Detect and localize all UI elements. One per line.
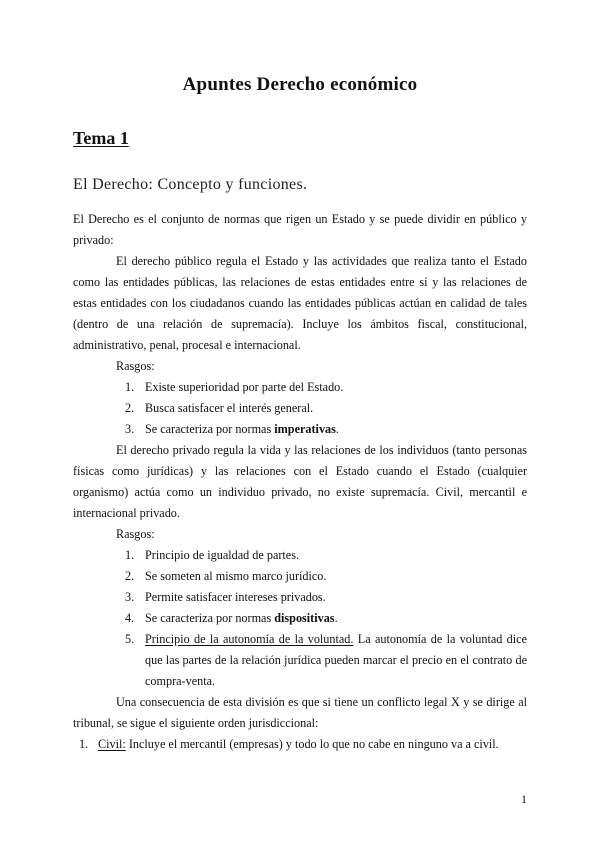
publico-rasgos-label: Rasgos: (116, 359, 155, 373)
list-text: Se caracteriza por normas (145, 422, 275, 436)
list-text: Existe superioridad por parte del Estado. (145, 380, 344, 394)
document-title: Apuntes Derecho económico (182, 74, 418, 95)
list-number: 3. (125, 590, 135, 604)
orden-jurisdiccional-list (73, 734, 527, 755)
underlined-term-autonomia: Principio de la autonomía de la voluntad. (145, 632, 354, 646)
list-item (73, 608, 527, 629)
tema-heading: Tema 1 (73, 128, 129, 148)
list-item (73, 545, 527, 566)
privado-rasgos-label: Rasgos: (116, 527, 155, 541)
list-item (73, 629, 527, 692)
list-item (73, 734, 527, 755)
list-item (73, 398, 527, 419)
list-number: 5. (125, 632, 135, 646)
list-text: Permite satisfacer intereses privados. (145, 590, 326, 604)
list-text: Busca satisfacer el interés general. (145, 401, 314, 415)
list-number: 1. (125, 380, 135, 394)
page-number: 1 (521, 792, 527, 806)
list-text: La autonomía de la voluntad dice que las partes de la relación jurídica pueden marcar el precio en el contrato de compra-venta. (145, 632, 527, 688)
privado-rasgos-list (73, 545, 527, 692)
underlined-term-civil: Civil: (98, 737, 126, 751)
section-heading: El Derecho: Concepto y funciones. (73, 176, 308, 193)
document-body (73, 209, 527, 755)
list-number: 4. (125, 611, 135, 625)
privado-paragraph: El derecho privado regula la vida y las relaciones de los individuos (tanto personas físicas como jurídicas) y las relaciones con el Estado cuando el Estado (cualquier organismo) actúa como un individuo privado, no existe supremacía. Civil, mercantil e internacional privado. (73, 443, 527, 520)
bold-term-dispositivas: dispositivas (274, 611, 335, 625)
list-number: 2. (125, 569, 135, 583)
list-text: Se caracteriza por normas (145, 611, 275, 625)
list-text: Incluye el mercantil (empresas) y todo lo que no cabe en ninguno va a civil. (125, 737, 499, 751)
publico-rasgos-list (73, 377, 527, 440)
list-text: Se someten al mismo marco jurídico. (145, 569, 327, 583)
list-text: Principio de igualdad de partes. (145, 548, 299, 562)
list-item (73, 566, 527, 587)
list-item (73, 377, 527, 398)
consecuencia-paragraph: Una consecuencia de esta división es que si tiene un conflicto legal X y se dirige al tribunal, se sigue el siguiente orden jurisdiccional: (73, 695, 527, 730)
list-number: 3. (125, 422, 135, 436)
list-text-end: . (334, 611, 338, 625)
publico-paragraph: El derecho público regula el Estado y las actividades que realiza tanto el Estado como las entidades públicas, las relaciones de estas entidades entre sí y las relaciones de estas entidades con los ciudadanos cuando las entidades públicas actúan en calidad de tales (dentro de una relación de supremacía). Incluye los ámbitos fiscal, constitucional, administrativo, penal, procesal e internacional. (73, 254, 527, 352)
bold-term-imperativas: imperativas (274, 422, 336, 436)
list-item (73, 419, 527, 440)
list-number: 1. (125, 548, 135, 562)
list-item (73, 587, 527, 608)
list-number: 1. (79, 737, 89, 751)
list-text-end: . (335, 422, 339, 436)
list-number: 2. (125, 401, 135, 415)
intro-paragraph: El Derecho es el conjunto de normas que rigen un Estado y se puede dividir en público y privado: (73, 212, 527, 247)
